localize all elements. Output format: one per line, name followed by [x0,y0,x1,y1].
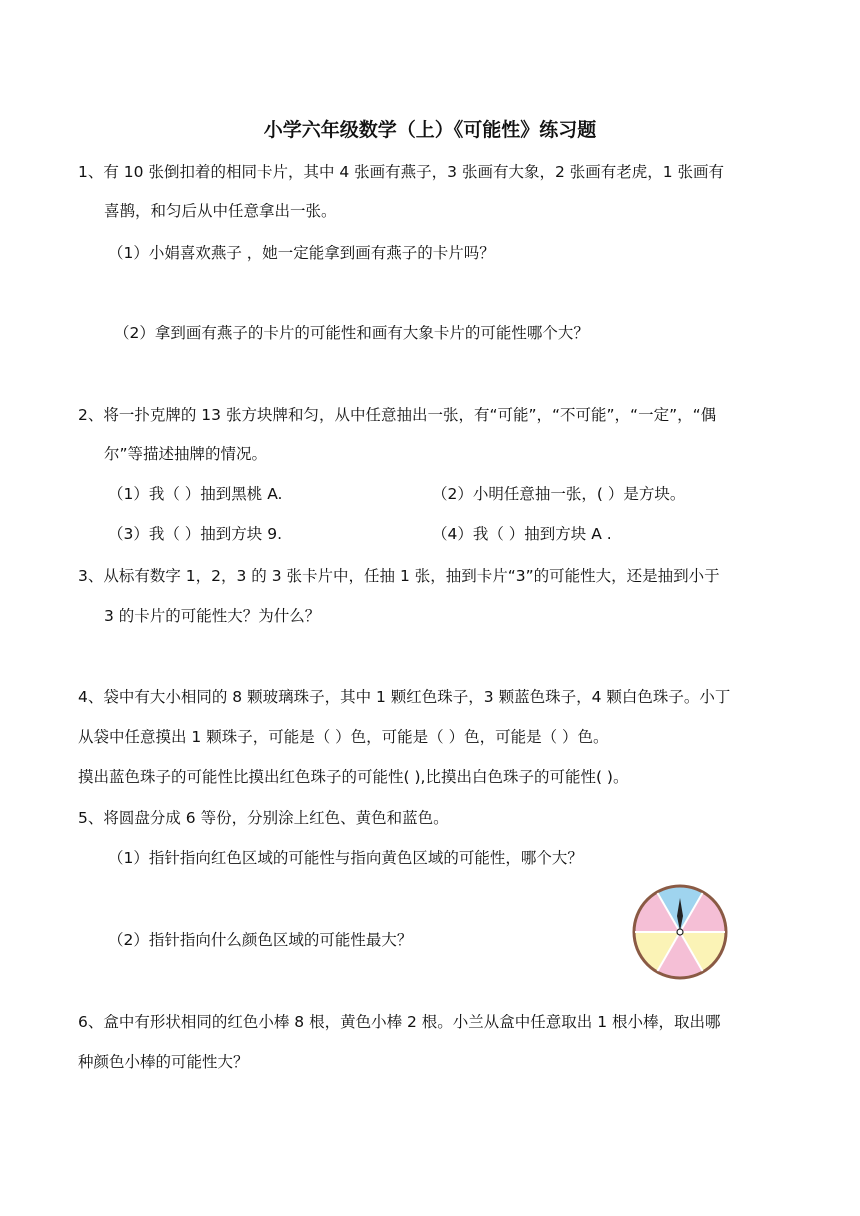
question-4-text-line-1: 4、袋中有大小相同的 8 颗玻璃珠子，其中 1 颗红色珠子，3 颗蓝色珠子，4 颗白色珠子。小丁 [78,688,731,706]
question-1-text-line-2: 喜鹊，和匀后从中任意拿出一张。 [104,202,337,220]
question-6-text-line-1: 6、盒中有形状相同的红色小棒 8 根，黄色小棒 2 根。小兰从盒中任意取出 1 根小棒，取出哪 [78,1013,721,1031]
question-2-part-1: （1）我（ ）抽到黑桃 A. [108,485,283,503]
spinner-disc-figure [628,884,732,980]
question-2-part-4: （4）我（ ）抽到方块 A . [432,525,612,543]
question-5-text-line-1: 5、将圆盘分成 6 等份，分别涂上红色、黄色和蓝色。 [78,809,449,827]
page-title: 小学六年级数学（上）《可能性》练习题 [263,119,597,141]
question-2-part-2: （2）小明任意抽一张，( ）是方块。 [432,485,686,503]
question-5-sub-1: （1）指针指向红色区域的可能性与指向黄色区域的可能性，哪个大？ [108,849,583,867]
question-3-text-line-1: 3、从标有数字 1，2，3 的 3 张卡片中，任抽 1 张，抽到卡片“3”的可能性大，还是抽到小于 [78,567,720,585]
question-1-sub-2: （2）拿到画有燕子的卡片的可能性和画有大象卡片的可能性哪个大？ [114,324,589,342]
question-3-text-line-2: 3 的卡片的可能性大？为什么？ [104,607,321,625]
spinner-hub [677,929,683,935]
question-4-text-line-2: 从袋中任意摸出 1 颗珠子，可能是（ ）色，可能是（ ）色，可能是（ ）色。 [78,728,609,746]
question-4-text-line-3: 摸出蓝色珠子的可能性比摸出红色珠子的可能性( ),比摸出白色珠子的可能性( )。 [78,768,629,786]
question-2-part-3: （3）我（ ）抽到方块 9. [108,525,283,543]
question-1-sub-1: （1）小娟喜欢燕子 ，她一定能拿到画有燕子的卡片吗？ [108,244,495,262]
question-2-text-line-2: 尔”等描述抽牌的情况。 [104,445,268,463]
question-1-text-line-1: 1、有 10 张倒扣着的相同卡片，其中 4 张画有燕子，3 张画有大象，2 张画有老虎，1 张画有 [78,163,725,181]
question-5-sub-2: （2）指针指向什么颜色区域的可能性最大？ [108,931,413,949]
question-6-text-line-2: 种颜色小棒的可能性大？ [78,1053,249,1071]
question-2-text-line-1: 2、将一扑克牌的 13 张方块牌和匀，从中任意抽出一张，有“可能”，“不可能”，“一定”，“偶 [78,406,717,424]
